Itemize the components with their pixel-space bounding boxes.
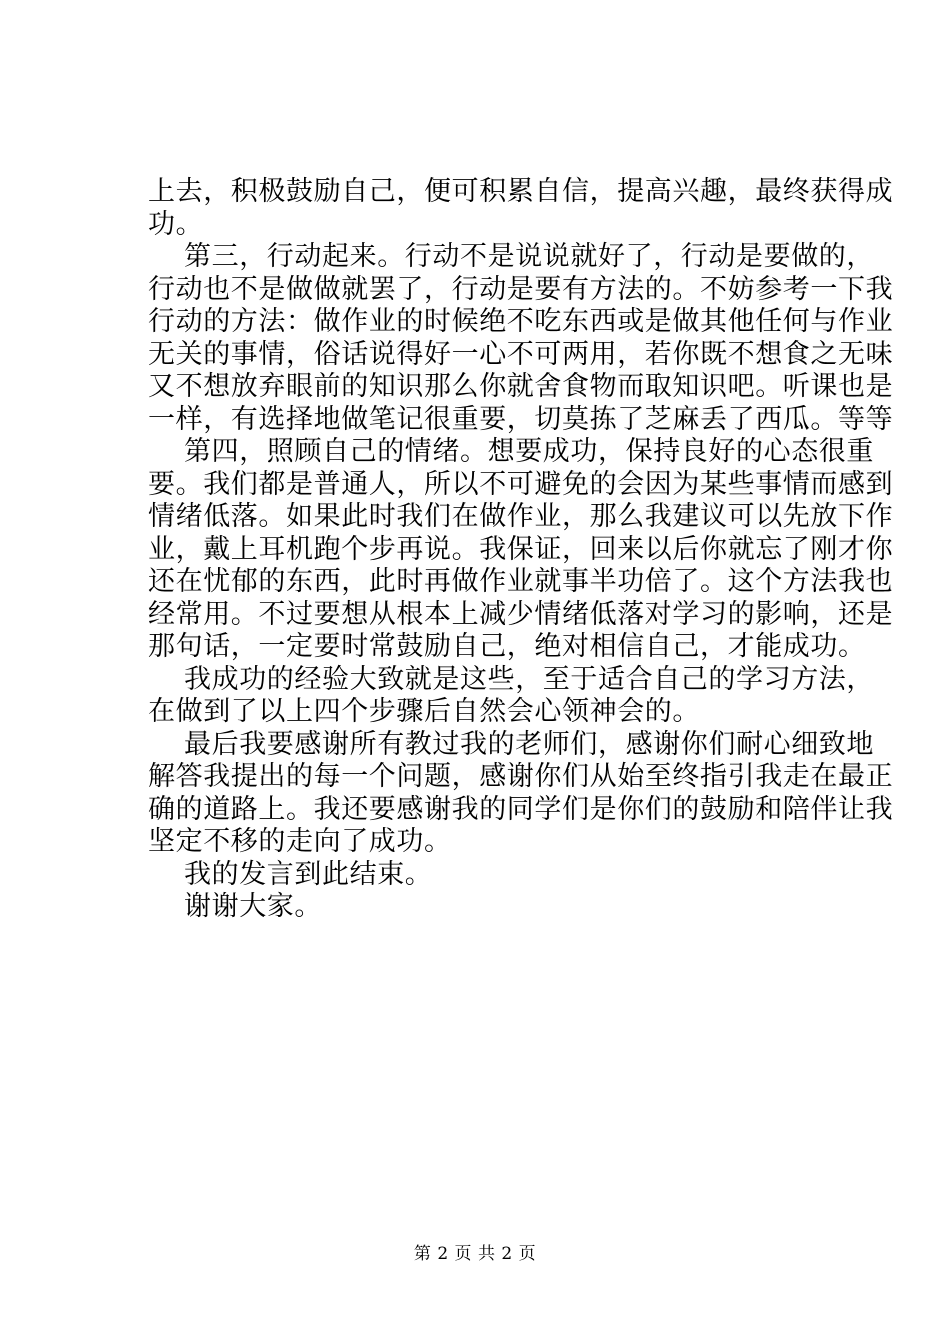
closing-line: 谢谢大家。 (184, 891, 322, 922)
text-line: 要。我们都是普通人，所以不可避免的会因为某些事情而感到 (148, 468, 894, 500)
paragraph-start-line: 第三，行动起来。行动不是说说就好了，行动是要做的， (184, 241, 874, 272)
text-line: 上去，积极鼓励自己，便可积累自信，提高兴趣，最终获得成 (148, 176, 894, 207)
text-line: 行动也不是做做就罢了，行动是要有方法的。不妨参考一下我 (148, 273, 894, 305)
paragraph-start-line: 最后我要感谢所有教过我的老师们，感谢你们耐心细致地 (184, 728, 874, 760)
text-line: 在做到了以上四个步骤后自然会心领神会的。 (148, 696, 700, 727)
document-body (148, 176, 894, 924)
text-line: 一样，有选择地做笔记很重要，切莫拣了芝麻丢了西瓜。等等 (148, 403, 894, 435)
text-line: 业，戴上耳机跑个步再说。我保证，回来以后你就忘了刚才你 (148, 533, 894, 565)
text-line: 解答我提出的每一个问题，感谢你们从始至终指引我走在最正 (148, 761, 894, 792)
text-line: 还在忧郁的东西，此时再做作业就事半功倍了。这个方法我也 (148, 566, 894, 597)
text-line: 又不想放弃眼前的知识那么你就舍食物而取知识吧。听课也是 (148, 371, 894, 402)
paragraph-start-line: 第四，照顾自己的情绪。想要成功，保持良好的心态很重 (184, 436, 874, 467)
page-number-footer: 第 2 页 共 2 页 (413, 1244, 537, 1264)
text-line: 坚定不移的走向了成功。 (148, 826, 452, 857)
text-line: 功。 (148, 208, 204, 240)
closing-line: 我的发言到此结束。 (184, 858, 433, 890)
text-line: 经常用。不过要想从根本上减少情绪低落对学习的影响，还是 (148, 598, 894, 630)
paragraph-start-line: 我成功的经验大致就是这些，至于适合自己的学习方法， (184, 663, 874, 695)
text-line: 那句话，一定要时常鼓励自己，绝对相信自己，才能成功。 (148, 631, 866, 662)
text-line: 无关的事情，俗话说得好一心不可两用，若你既不想食之无味 (148, 338, 894, 370)
text-line: 情绪低落。如果此时我们在做作业，那么我建议可以先放下作 (148, 501, 894, 532)
text-line: 确的道路上。我还要感谢我的同学们是你们的鼓励和陪伴让我 (148, 793, 894, 825)
text-line: 行动的方法：做作业的时候绝不吃东西或是做其他任何与作业 (148, 306, 894, 337)
